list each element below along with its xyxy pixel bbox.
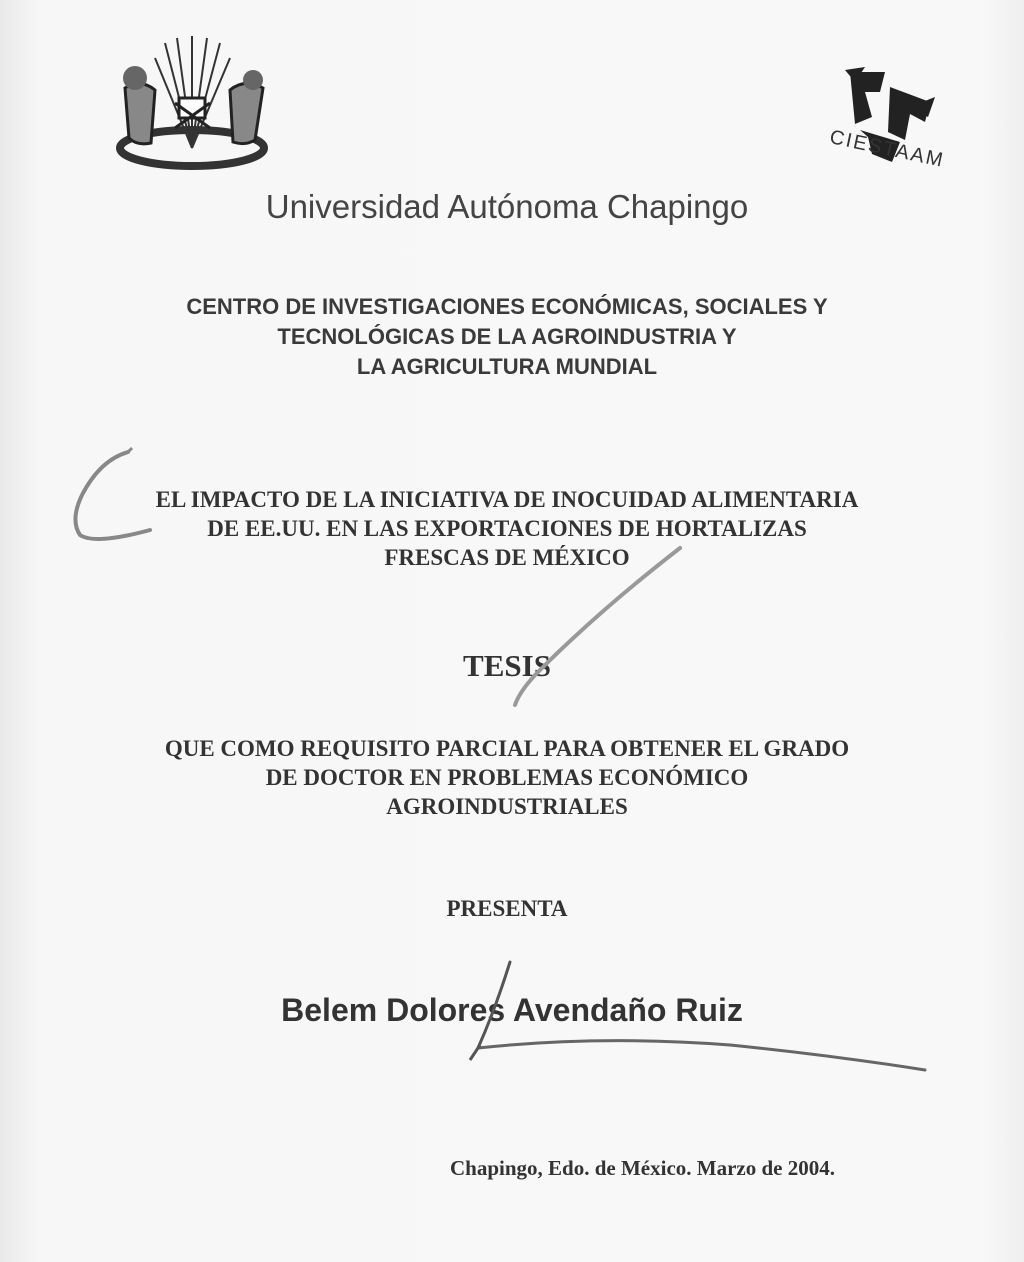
degree-requirement bbox=[0, 734, 1014, 821]
ciestaam-logo-text: CIESTAAM bbox=[827, 126, 947, 172]
degree-requirement-line: QUE COMO REQUISITO PARCIAL PARA OBTENER EL GRADO bbox=[164, 736, 850, 761]
tesis-label: TESIS bbox=[463, 648, 551, 683]
research-center-line: TECNOLÓGICAS DE LA AGROINDUSTRIA Y bbox=[277, 324, 737, 349]
author-name: Belem Dolores Avendaño Ruiz bbox=[281, 992, 743, 1028]
degree-requirement-line: DE DOCTOR EN PROBLEMAS ECONÓMICO bbox=[265, 765, 749, 790]
research-center-name bbox=[0, 292, 1014, 382]
research-center-line: LA AGRICULTURA MUNDIAL bbox=[356, 354, 658, 379]
thesis-title bbox=[0, 485, 1014, 572]
thesis-title-line: FRESCAS DE MÉXICO bbox=[384, 545, 630, 570]
chapingo-seal-icon bbox=[105, 28, 280, 183]
degree-requirement-line: AGROINDUSTRIALES bbox=[386, 794, 628, 819]
thesis-title-line: DE EE.UU. EN LAS EXPORTACIONES DE HORTALIZAS bbox=[207, 516, 807, 541]
place-and-date: Chapingo, Edo. de México. Marzo de 2004. bbox=[450, 1156, 835, 1180]
university-name: Universidad Autónoma Chapingo bbox=[265, 188, 749, 225]
presenta-label: PRESENTA bbox=[446, 896, 568, 921]
thesis-title-line: EL IMPACTO DE LA INICIATIVA DE INOCUIDAD ALIMENTARIA bbox=[155, 487, 859, 512]
research-center-line: CENTRO DE INVESTIGACIONES ECONÓMICAS, SOCIALES Y bbox=[186, 294, 828, 319]
